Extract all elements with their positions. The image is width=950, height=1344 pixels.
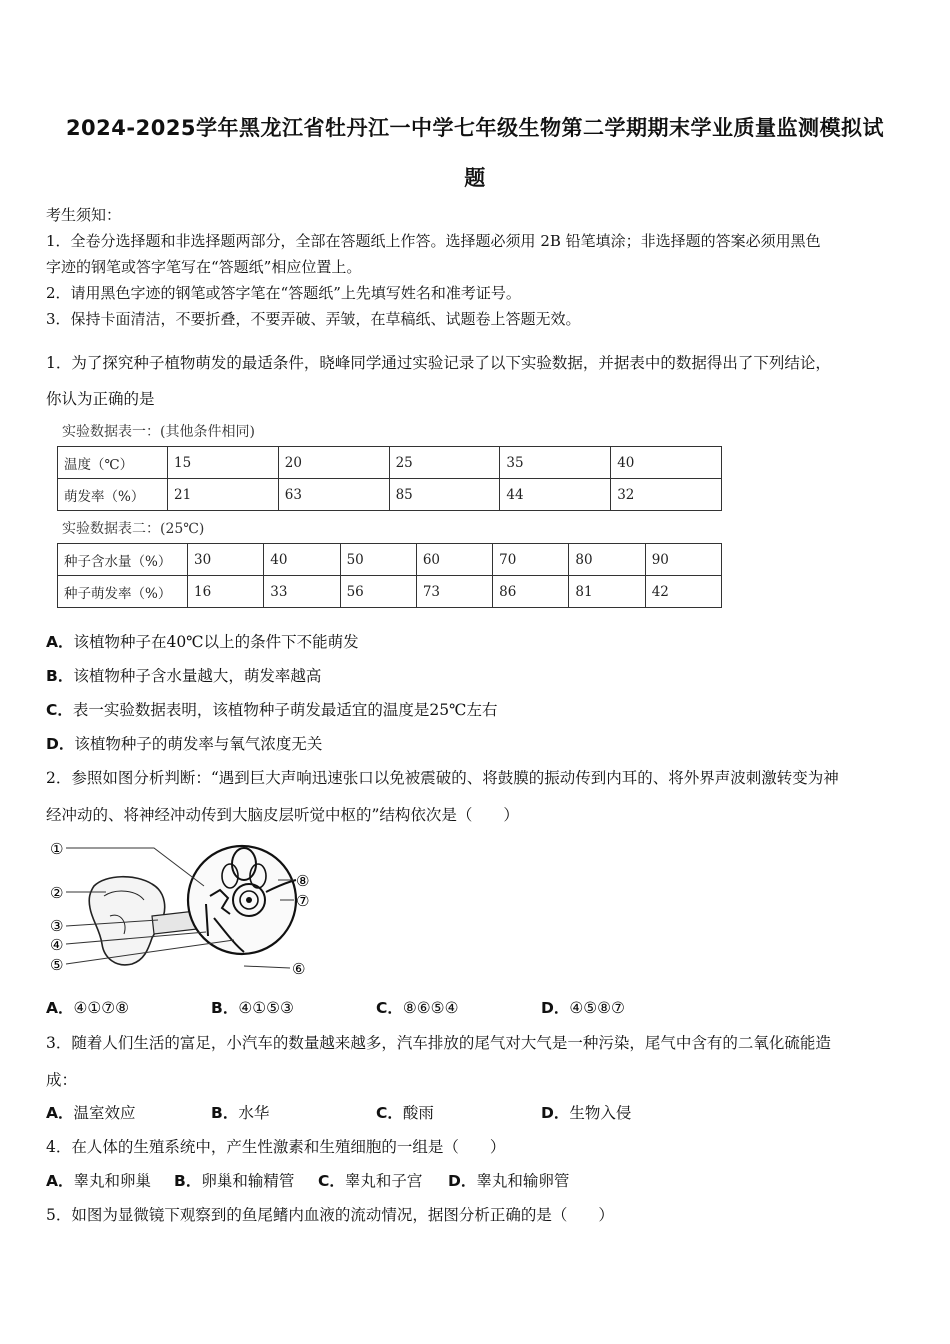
q3-option-b[interactable] xyxy=(211,1101,269,1123)
exam-title-line1: 2024-2025学年黑龙江省牡丹江一中学七年级生物第二学期期末学业质量监测模拟试 xyxy=(65,116,885,140)
option-letter: A． xyxy=(46,1172,74,1190)
option-text: 水华 xyxy=(238,1104,270,1122)
table-cell: 85 xyxy=(389,479,500,511)
q4-option-b[interactable] xyxy=(174,1169,294,1191)
table-cell: 80 xyxy=(569,544,645,576)
q4-stem: 4．在人体的生殖系统中，产生性激素和生殖细胞的一组是（ ） xyxy=(46,1138,506,1156)
option-text: 睾丸和输卵管 xyxy=(476,1172,570,1190)
q1-option-b[interactable] xyxy=(46,664,321,686)
option-text: 生物入侵 xyxy=(569,1104,632,1122)
option-text: 睾丸和子宫 xyxy=(344,1172,423,1190)
diagram-label-8: ⑧ xyxy=(296,872,310,890)
q3-option-c[interactable] xyxy=(376,1101,434,1123)
option-text: 该植物种子的萌发率与氧气浓度无关 xyxy=(74,735,323,753)
notice-line: 1．全卷分选择题和非选择题两部分，全部在答题纸上作答。选择题必须用 2B 铅笔填涂；非选择题的答案必须用黑色 xyxy=(46,232,821,250)
option-letter: D． xyxy=(541,999,570,1017)
q3-stem-line1: 3．随着人们生活的富足，小汽车的数量越来越多，汽车排放的尾气对大气是一种污染，尾气中含有的二氧化硫能造 xyxy=(46,1034,831,1052)
option-letter: B． xyxy=(46,667,74,685)
option-letter: A． xyxy=(46,1104,74,1122)
notice-line: 字迹的钢笔或答字笔写在“答题纸”相应位置上。 xyxy=(46,258,362,276)
q2-option-a[interactable] xyxy=(46,996,129,1018)
q4-option-d[interactable] xyxy=(448,1169,569,1191)
notice-section xyxy=(46,202,906,332)
option-text: ④①⑤③ xyxy=(238,999,294,1017)
option-text: ⑧⑥⑤④ xyxy=(402,999,459,1017)
table-cell: 25 xyxy=(389,447,500,479)
q3-stem-line2: 成： xyxy=(46,1071,78,1089)
ear-structure-diagram xyxy=(44,836,319,981)
q4-option-a[interactable] xyxy=(46,1169,151,1191)
table-row xyxy=(58,447,722,479)
option-text: 卵巢和输精管 xyxy=(201,1172,295,1190)
table-cell: 63 xyxy=(278,479,389,511)
option-text: ④①⑦⑧ xyxy=(73,999,130,1017)
option-letter: B． xyxy=(211,999,239,1017)
table-cell: 40 xyxy=(264,544,340,576)
table-cell: 21 xyxy=(168,479,279,511)
diagram-label-6: ⑥ xyxy=(292,960,306,978)
table-row xyxy=(58,544,722,576)
table-cell: 30 xyxy=(188,544,264,576)
table-cell: 15 xyxy=(168,447,279,479)
q1-stem-line2: 你认为正确的是 xyxy=(46,390,155,408)
option-text: ④⑤⑧⑦ xyxy=(569,999,625,1017)
q1-option-d[interactable] xyxy=(46,732,322,754)
q2-option-b[interactable] xyxy=(211,996,294,1018)
table-cell: 16 xyxy=(188,576,264,608)
option-letter: B． xyxy=(174,1172,202,1190)
table-cell: 73 xyxy=(416,576,492,608)
option-letter: C． xyxy=(46,701,73,719)
notice-line: 2．请用黑色字迹的钢笔或答字笔在“答题纸”上先填写姓名和准考证号。 xyxy=(46,284,521,302)
q1-stem-line1: 1．为了探究种子植物萌发的最适条件，晓峰同学通过实验记录了以下实验数据，并据表中的数据得出了下列结论， xyxy=(46,354,831,372)
q5-stem: 5．如图为显微镜下观察到的鱼尾鳍内血液的流动情况，据图分析正确的是（ ） xyxy=(46,1206,614,1224)
diagram-label-3: ③ xyxy=(50,917,64,935)
q4-option-c[interactable] xyxy=(318,1169,422,1191)
table-row xyxy=(58,479,722,511)
table-cell: 50 xyxy=(340,544,416,576)
notice-line: 3．保持卡面清洁，不要折叠，不要弄破、弄皱，在草稿纸、试题卷上答题无效。 xyxy=(46,310,581,328)
q2-option-d[interactable] xyxy=(541,996,625,1018)
q2-stem-line2: 经冲动的、将神经冲动传到大脑皮层听觉中枢的”结构依次是（ ） xyxy=(46,806,519,824)
diagram-label-5: ⑤ xyxy=(50,956,64,974)
option-text: 该植物种子在40℃以上的条件下不能萌发 xyxy=(73,633,359,651)
q2-option-c[interactable] xyxy=(376,996,458,1018)
table-cell: 44 xyxy=(500,479,611,511)
cochlea-center-shape xyxy=(246,897,252,903)
diagram-label-4: ④ xyxy=(50,936,64,954)
table-cell: 42 xyxy=(645,576,721,608)
option-text: 表一实验数据表明，该植物种子萌发最适宜的温度是25℃左右 xyxy=(72,701,498,719)
q1-option-a[interactable] xyxy=(46,630,359,652)
table-cell: 60 xyxy=(416,544,492,576)
option-letter: D． xyxy=(541,1104,570,1122)
leader-line xyxy=(244,966,290,968)
table1-caption: 实验数据表一：(其他条件相同) xyxy=(62,424,255,440)
option-letter: D． xyxy=(46,735,75,753)
q3-option-a[interactable] xyxy=(46,1101,136,1123)
notice-heading: 考生须知： xyxy=(46,206,122,224)
table-cell: 20 xyxy=(278,447,389,479)
magnified-inner-ear-circle xyxy=(188,846,296,954)
data-table-2 xyxy=(57,543,722,608)
diagram-label-1: ① xyxy=(50,840,64,858)
q1-option-c[interactable] xyxy=(46,698,497,720)
option-letter: C． xyxy=(376,1104,403,1122)
table-cell: 33 xyxy=(264,576,340,608)
option-letter: A． xyxy=(46,999,74,1017)
option-text: 酸雨 xyxy=(402,1104,434,1122)
table-cell: 35 xyxy=(500,447,611,479)
diagram-label-2: ② xyxy=(50,884,64,902)
table-cell: 81 xyxy=(569,576,645,608)
option-letter: A． xyxy=(46,633,74,651)
table-cell: 70 xyxy=(493,544,569,576)
table2-caption: 实验数据表二：(25℃) xyxy=(62,521,205,537)
option-text: 该植物种子含水量越大，萌发率越高 xyxy=(73,667,322,685)
table-cell: 90 xyxy=(645,544,721,576)
table-cell: 萌发率（%） xyxy=(58,479,168,511)
table-cell: 56 xyxy=(340,576,416,608)
q3-option-d[interactable] xyxy=(541,1101,631,1123)
table-row xyxy=(58,576,722,608)
option-text: 温室效应 xyxy=(73,1104,136,1122)
table-cell: 32 xyxy=(611,479,722,511)
table-cell: 温度（℃） xyxy=(58,447,168,479)
option-text: 睾丸和卵巢 xyxy=(73,1172,152,1190)
option-letter: B． xyxy=(211,1104,239,1122)
option-letter: C． xyxy=(376,999,403,1017)
exam-title-line2: 题 xyxy=(464,166,486,190)
option-letter: C． xyxy=(318,1172,345,1190)
diagram-label-7: ⑦ xyxy=(296,892,310,910)
q2-stem-line1: 2．参照如图分析判断：“遇到巨大声响迅速张口以免被震破的、将鼓膜的振动传到内耳的、将外界声波刺激转变为神 xyxy=(46,769,839,787)
table-cell: 86 xyxy=(493,576,569,608)
table-cell: 种子萌发率（%） xyxy=(58,576,188,608)
option-letter: D． xyxy=(448,1172,477,1190)
table-cell: 种子含水量（%） xyxy=(58,544,188,576)
table-cell: 40 xyxy=(611,447,722,479)
data-table-1 xyxy=(57,446,722,511)
